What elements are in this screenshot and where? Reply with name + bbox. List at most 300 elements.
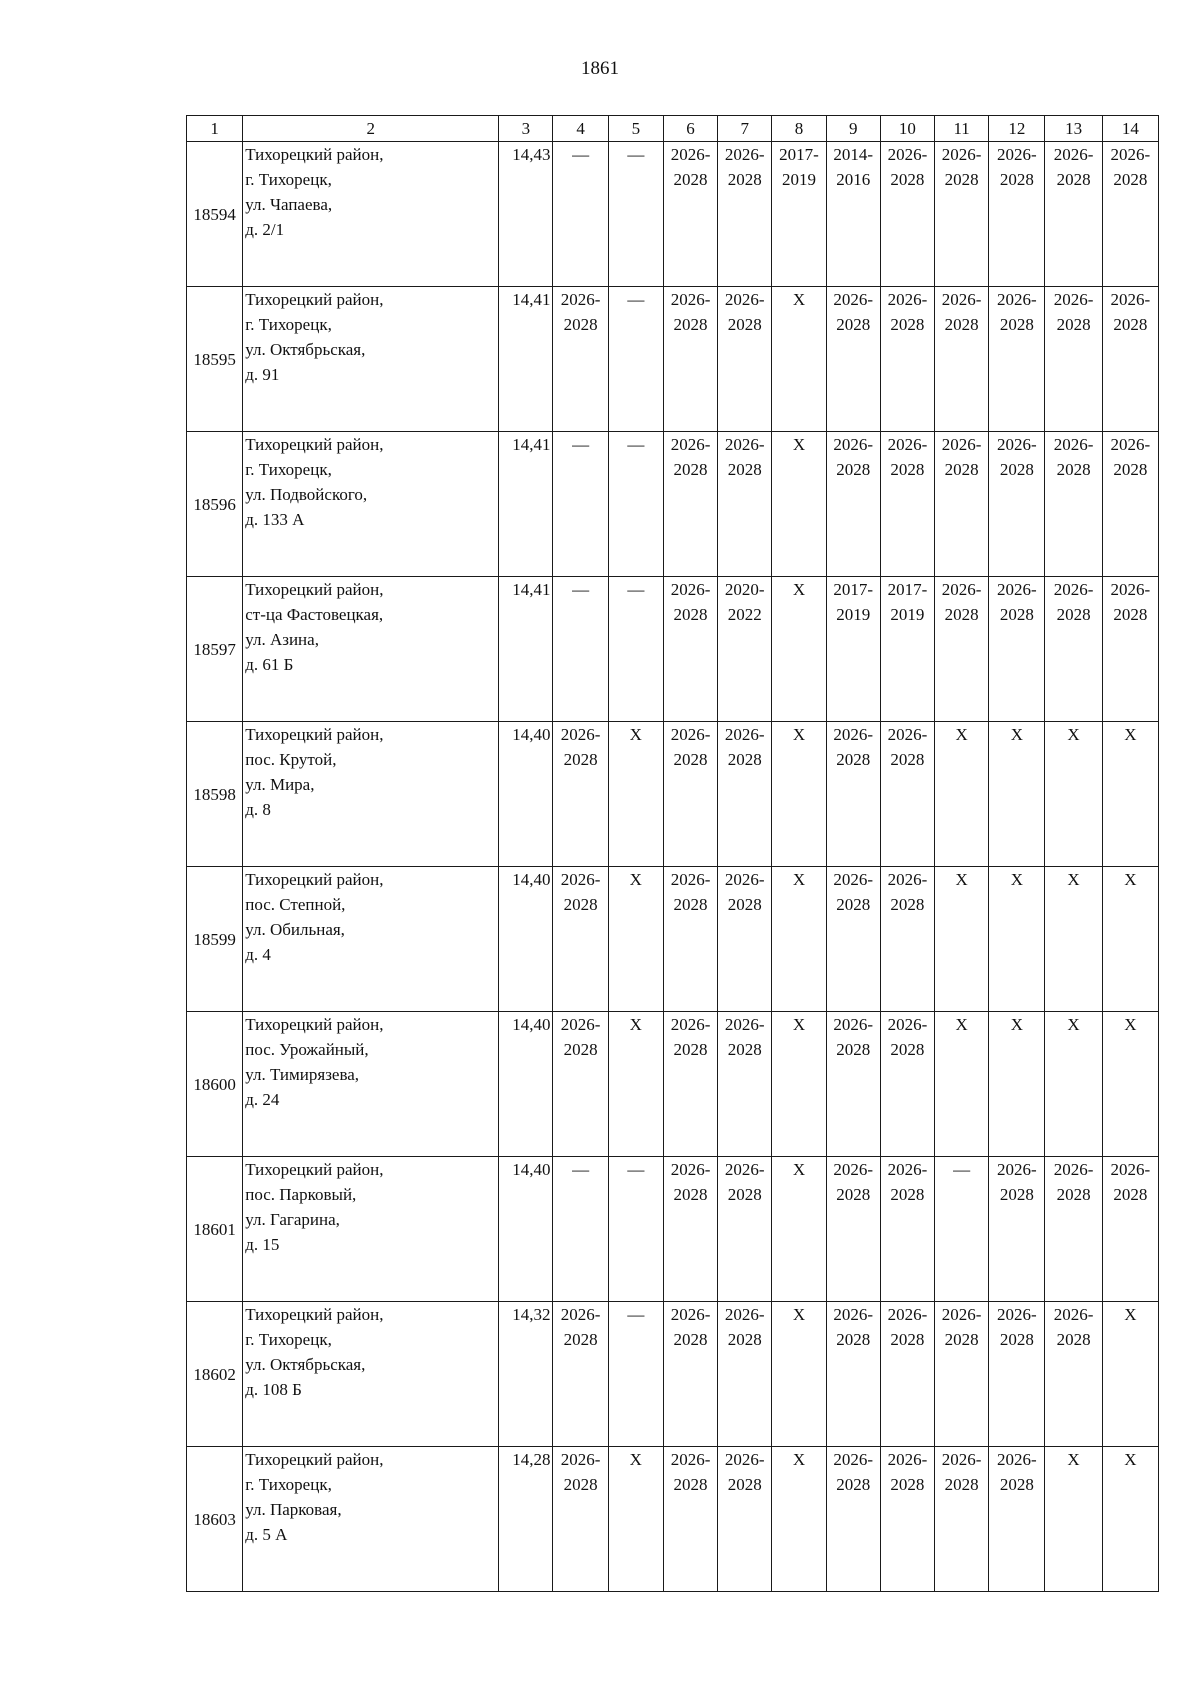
column-header-9: 9: [826, 116, 880, 142]
period-cell-col-5: [608, 287, 663, 432]
cell-text: Х: [792, 1160, 806, 1179]
value-cell: 14,40: [499, 722, 553, 867]
cell-text: 2026-: [833, 290, 874, 309]
cell-text: —: [953, 1160, 971, 1179]
period-cell-col-8: [772, 287, 826, 432]
period-cell-col-7: [718, 432, 772, 577]
cell-text: 2028: [563, 1040, 598, 1059]
cell-text: 2026-: [887, 1015, 928, 1034]
cell-text: —: [627, 1305, 645, 1324]
row-number: 18594: [187, 142, 243, 287]
value-cell: 14,40: [499, 1157, 553, 1302]
cell-text: 2019: [781, 170, 816, 189]
cell-text: 2026-: [887, 1160, 928, 1179]
cell-text: 2026-: [1053, 580, 1094, 599]
period-cell-col-8: [772, 577, 826, 722]
period-cell-col-6: [663, 577, 717, 722]
period-cell-col-13: [1045, 287, 1102, 432]
cell-text: 2017-: [833, 580, 874, 599]
cell-text: 2026-: [997, 290, 1037, 309]
cell-text: Х: [1067, 725, 1080, 744]
value-cell: 14,41: [499, 432, 553, 577]
address-line: г. Тихорецк,: [245, 315, 332, 334]
period-cell-col-5: [608, 1447, 663, 1592]
period-cell-col-9: [826, 287, 880, 432]
address-line: Тихорецкий район,: [245, 1305, 384, 1324]
value-cell: 14,43: [499, 142, 553, 287]
cell-text: 2026-: [887, 435, 928, 454]
cell-text: 2028: [999, 1475, 1034, 1494]
page-number: 1861: [581, 58, 619, 79]
cell-text: 2028: [999, 605, 1034, 624]
address-line: д. 4: [245, 945, 271, 964]
period-cell-col-8: [772, 1012, 826, 1157]
cell-text: Х: [1010, 1015, 1023, 1034]
period-cell-col-14: [1102, 1157, 1158, 1302]
period-cell-col-9: [826, 142, 880, 287]
table-row: [187, 1447, 1159, 1592]
period-cell-col-11: [935, 722, 989, 867]
cell-text: —: [572, 1160, 590, 1179]
period-cell-col-6: [663, 142, 717, 287]
period-cell-col-13: [1045, 432, 1102, 577]
period-cell-col-5: [608, 142, 663, 287]
cell-text: 2026-: [1110, 1160, 1151, 1179]
cell-text: Х: [792, 1450, 806, 1469]
cell-text: 2028: [673, 1040, 708, 1059]
cell-text: 2026-: [670, 725, 711, 744]
schedule-table: [186, 115, 1159, 1592]
address-line: ул. Октябрьская,: [245, 1355, 366, 1374]
period-cell-col-7: [718, 1012, 772, 1157]
period-cell-col-4: [553, 722, 608, 867]
address-line: г. Тихорецк,: [245, 460, 332, 479]
address-line: ул. Тимирязева,: [245, 1065, 360, 1084]
cell-text: 2026-: [670, 1015, 711, 1034]
cell-text: Х: [792, 725, 806, 744]
cell-text: 2026-: [724, 1015, 765, 1034]
period-cell-col-14: [1102, 432, 1158, 577]
cell-text: 2026-: [997, 145, 1037, 164]
period-cell-col-11: [935, 1302, 989, 1447]
table-header: [187, 116, 1159, 142]
period-cell-col-10: [880, 577, 934, 722]
cell-text: 2019: [890, 605, 925, 624]
cell-text: 2028: [727, 1040, 762, 1059]
address-line: д. 108 Б: [245, 1380, 302, 1399]
cell-text: —: [572, 145, 590, 164]
period-cell-col-13: [1045, 1302, 1102, 1447]
period-cell-col-14: [1102, 722, 1158, 867]
period-cell-col-7: [718, 1302, 772, 1447]
address-cell: [243, 1447, 499, 1592]
row-number: 18602: [187, 1302, 243, 1447]
address-line: д. 15: [245, 1235, 280, 1254]
cell-text: Х: [1067, 1450, 1080, 1469]
period-cell-col-6: [663, 1447, 717, 1592]
cell-text: 2028: [1056, 460, 1091, 479]
period-cell-col-8: [772, 142, 826, 287]
cell-text: Х: [629, 1015, 642, 1034]
value-cell: 14,41: [499, 577, 553, 722]
period-cell-col-12: [989, 1012, 1045, 1157]
cell-text: 2028: [673, 895, 708, 914]
cell-text: 2028: [836, 460, 871, 479]
period-cell-col-11: [935, 867, 989, 1012]
value-cell: 14,40: [499, 867, 553, 1012]
column-header-5: 5: [608, 116, 663, 142]
cell-text: Х: [1124, 1305, 1137, 1324]
cell-text: Х: [1124, 1015, 1137, 1034]
cell-text: 2026-: [1110, 290, 1151, 309]
address-line: ул. Обильная,: [245, 920, 345, 939]
cell-text: 2026-: [1110, 435, 1151, 454]
cell-text: 2028: [890, 1185, 925, 1204]
cell-text: 2028: [999, 460, 1034, 479]
cell-text: 2028: [673, 605, 708, 624]
column-header-7: 7: [718, 116, 772, 142]
period-cell-col-13: [1045, 577, 1102, 722]
address-line: д. 2/1: [245, 220, 285, 239]
period-cell-col-6: [663, 287, 717, 432]
period-cell-col-13: [1045, 1157, 1102, 1302]
period-cell-col-11: [935, 287, 989, 432]
cell-text: 2028: [1113, 605, 1148, 624]
period-cell-col-9: [826, 722, 880, 867]
address-cell: [243, 1302, 499, 1447]
period-cell-col-7: [718, 142, 772, 287]
cell-text: 2026-: [997, 1305, 1037, 1324]
period-cell-col-9: [826, 1302, 880, 1447]
cell-text: 2028: [836, 315, 871, 334]
cell-text: 2026-: [724, 1160, 765, 1179]
period-cell-col-6: [663, 1012, 717, 1157]
cell-text: Х: [629, 1450, 642, 1469]
period-cell-col-4: [553, 1447, 608, 1592]
address-cell: [243, 287, 499, 432]
cell-text: 2028: [563, 750, 598, 769]
period-cell-col-12: [989, 432, 1045, 577]
period-cell-col-14: [1102, 1447, 1158, 1592]
column-header-1: 1: [187, 116, 243, 142]
cell-text: 2028: [890, 1475, 925, 1494]
address-line: д. 8: [245, 800, 271, 819]
table-row: [187, 1302, 1159, 1447]
address-line: ул. Мира,: [245, 775, 315, 794]
cell-text: 2026-: [1053, 145, 1094, 164]
period-cell-col-13: [1045, 722, 1102, 867]
table-row: [187, 577, 1159, 722]
cell-text: 2028: [563, 1475, 598, 1494]
period-cell-col-10: [880, 1012, 934, 1157]
row-number: 18598: [187, 722, 243, 867]
cell-text: 2019: [836, 605, 871, 624]
cell-text: 2026-: [560, 1015, 601, 1034]
period-cell-col-6: [663, 1157, 717, 1302]
cell-text: Х: [792, 290, 806, 309]
period-cell-col-7: [718, 867, 772, 1012]
cell-text: 2028: [673, 1330, 708, 1349]
address-line: Тихорецкий район,: [245, 145, 384, 164]
period-cell-col-13: [1045, 1012, 1102, 1157]
row-number: 18603: [187, 1447, 243, 1592]
period-cell-col-10: [880, 142, 934, 287]
period-cell-col-4: [553, 287, 608, 432]
column-header-4: 4: [553, 116, 608, 142]
period-cell-col-9: [826, 1012, 880, 1157]
cell-text: 2026-: [724, 870, 765, 889]
row-number: 18595: [187, 287, 243, 432]
address-line: д. 91: [245, 365, 280, 384]
period-cell-col-9: [826, 577, 880, 722]
row-number: 18597: [187, 577, 243, 722]
cell-text: 2026-: [887, 870, 928, 889]
period-cell-col-5: [608, 577, 663, 722]
address-line: пос. Парковый,: [245, 1185, 357, 1204]
cell-text: 2026-: [997, 435, 1037, 454]
period-cell-col-4: [553, 432, 608, 577]
cell-text: —: [627, 290, 645, 309]
period-cell-col-14: [1102, 142, 1158, 287]
cell-text: 2028: [727, 1185, 762, 1204]
period-cell-col-6: [663, 1302, 717, 1447]
row-number: 18601: [187, 1157, 243, 1302]
cell-text: 2026-: [833, 725, 874, 744]
cell-text: 2028: [944, 1330, 979, 1349]
cell-text: Х: [955, 870, 968, 889]
period-cell-col-4: [553, 867, 608, 1012]
cell-text: —: [627, 435, 645, 454]
cell-text: 2026-: [941, 1305, 982, 1324]
address-line: Тихорецкий район,: [245, 580, 384, 599]
cell-text: 2028: [1056, 1330, 1091, 1349]
cell-text: 2026-: [724, 435, 765, 454]
cell-text: 2028: [673, 1185, 708, 1204]
cell-text: 2026-: [670, 145, 711, 164]
address-cell: [243, 1157, 499, 1302]
cell-text: 2028: [727, 315, 762, 334]
period-cell-col-10: [880, 867, 934, 1012]
period-cell-col-8: [772, 432, 826, 577]
period-cell-col-4: [553, 1302, 608, 1447]
cell-text: 2017-: [779, 145, 819, 164]
period-cell-col-10: [880, 1302, 934, 1447]
cell-text: Х: [1010, 725, 1023, 744]
period-cell-col-6: [663, 722, 717, 867]
cell-text: 2026-: [724, 1450, 765, 1469]
period-cell-col-5: [608, 1157, 663, 1302]
period-cell-col-5: [608, 722, 663, 867]
period-cell-col-4: [553, 142, 608, 287]
period-cell-col-10: [880, 432, 934, 577]
period-cell-col-12: [989, 287, 1045, 432]
address-line: г. Тихорецк,: [245, 170, 332, 189]
cell-text: 2026-: [997, 1450, 1037, 1469]
address-line: ул. Октябрьская,: [245, 340, 366, 359]
period-cell-col-5: [608, 867, 663, 1012]
period-cell-col-12: [989, 142, 1045, 287]
address-line: Тихорецкий район,: [245, 435, 384, 454]
cell-text: 2028: [944, 315, 979, 334]
cell-text: 2026-: [833, 870, 874, 889]
cell-text: 2028: [836, 750, 871, 769]
cell-text: 2028: [1056, 170, 1091, 189]
cell-text: Х: [1067, 1015, 1080, 1034]
cell-text: 2026-: [887, 145, 928, 164]
period-cell-col-5: [608, 1302, 663, 1447]
row-number: 18600: [187, 1012, 243, 1157]
period-cell-col-6: [663, 432, 717, 577]
cell-text: 2026-: [887, 725, 928, 744]
period-cell-col-12: [989, 1302, 1045, 1447]
cell-text: 2026-: [560, 1305, 601, 1324]
cell-text: —: [627, 145, 645, 164]
address-cell: [243, 867, 499, 1012]
period-cell-col-7: [718, 1447, 772, 1592]
cell-text: —: [627, 580, 645, 599]
address-line: ул. Чапаева,: [245, 195, 333, 214]
cell-text: 2028: [727, 895, 762, 914]
address-line: д. 61 Б: [245, 655, 294, 674]
period-cell-col-12: [989, 867, 1045, 1012]
value-cell: 14,28: [499, 1447, 553, 1592]
column-header-6: 6: [663, 116, 717, 142]
address-line: ул. Подвойского,: [245, 485, 368, 504]
cell-text: 2028: [563, 315, 598, 334]
address-line: Тихорецкий район,: [245, 1160, 384, 1179]
address-line: ул. Азина,: [245, 630, 319, 649]
cell-text: 2028: [890, 315, 925, 334]
cell-text: 2028: [563, 1330, 598, 1349]
cell-text: 2026-: [833, 1450, 874, 1469]
cell-text: Х: [1124, 725, 1137, 744]
cell-text: 2026-: [1110, 145, 1151, 164]
cell-text: 2026-: [1053, 290, 1094, 309]
table-row: [187, 432, 1159, 577]
cell-text: 2028: [1113, 460, 1148, 479]
cell-text: 2028: [890, 460, 925, 479]
cell-text: Х: [792, 1015, 806, 1034]
cell-text: 2026-: [560, 1450, 601, 1469]
cell-text: 2026-: [670, 290, 711, 309]
cell-text: 2026-: [887, 1305, 928, 1324]
cell-text: 2026-: [560, 290, 601, 309]
column-header-10: 10: [880, 116, 934, 142]
cell-text: 2028: [836, 1475, 871, 1494]
cell-text: Х: [792, 1305, 806, 1324]
cell-text: 2026-: [724, 145, 765, 164]
column-header-13: 13: [1045, 116, 1102, 142]
period-cell-col-10: [880, 1157, 934, 1302]
cell-text: 2022: [727, 605, 762, 624]
cell-text: 2026-: [1053, 1160, 1094, 1179]
cell-text: 2028: [1113, 315, 1148, 334]
cell-text: 2028: [890, 170, 925, 189]
address-cell: [243, 577, 499, 722]
cell-text: 2026-: [670, 1305, 711, 1324]
column-header-12: 12: [989, 116, 1045, 142]
cell-text: 2026-: [997, 1160, 1037, 1179]
period-cell-col-9: [826, 1447, 880, 1592]
period-cell-col-7: [718, 287, 772, 432]
cell-text: 2026-: [724, 725, 765, 744]
period-cell-col-11: [935, 1012, 989, 1157]
cell-text: 2026-: [724, 290, 765, 309]
cell-text: 2028: [836, 1185, 871, 1204]
cell-text: —: [572, 435, 590, 454]
cell-text: 2028: [673, 170, 708, 189]
cell-text: Х: [1124, 1450, 1137, 1469]
cell-text: 2028: [727, 1330, 762, 1349]
cell-text: 2026-: [833, 435, 874, 454]
cell-text: 2028: [727, 170, 762, 189]
cell-text: 2028: [1113, 170, 1148, 189]
address-line: д. 24: [245, 1090, 280, 1109]
address-cell: [243, 142, 499, 287]
cell-text: 2026-: [887, 1450, 928, 1469]
cell-text: Х: [629, 870, 642, 889]
period-cell-col-7: [718, 1157, 772, 1302]
period-cell-col-14: [1102, 1302, 1158, 1447]
cell-text: 2016: [836, 170, 871, 189]
cell-text: 2028: [673, 315, 708, 334]
cell-text: Х: [1124, 870, 1137, 889]
cell-text: 2026-: [670, 870, 711, 889]
cell-text: 2026-: [887, 290, 928, 309]
address-line: пос. Урожайный,: [245, 1040, 369, 1059]
cell-text: 2028: [836, 895, 871, 914]
cell-text: 2026-: [1053, 435, 1094, 454]
cell-text: 2026-: [670, 435, 711, 454]
period-cell-col-9: [826, 867, 880, 1012]
period-cell-col-10: [880, 1447, 934, 1592]
period-cell-col-10: [880, 722, 934, 867]
address-line: Тихорецкий район,: [245, 290, 384, 309]
value-cell: 14,32: [499, 1302, 553, 1447]
cell-text: 2028: [944, 460, 979, 479]
cell-text: 2028: [999, 1330, 1034, 1349]
cell-text: 2026-: [1110, 580, 1151, 599]
cell-text: 2028: [944, 170, 979, 189]
column-header-3: 3: [499, 116, 553, 142]
column-header-2: 2: [243, 116, 499, 142]
row-number: 18599: [187, 867, 243, 1012]
cell-text: Х: [1067, 870, 1080, 889]
period-cell-col-14: [1102, 1012, 1158, 1157]
address-cell: [243, 722, 499, 867]
cell-text: 2026-: [560, 725, 601, 744]
period-cell-col-8: [772, 722, 826, 867]
cell-text: 2028: [999, 315, 1034, 334]
period-cell-col-9: [826, 432, 880, 577]
period-cell-col-4: [553, 1157, 608, 1302]
cell-text: 2028: [1056, 605, 1091, 624]
row-number: 18596: [187, 432, 243, 577]
cell-text: 2026-: [670, 1160, 711, 1179]
period-cell-col-14: [1102, 577, 1158, 722]
cell-text: Х: [955, 725, 968, 744]
period-cell-col-14: [1102, 867, 1158, 1012]
address-line: Тихорецкий район,: [245, 1015, 384, 1034]
cell-text: 2026-: [997, 580, 1037, 599]
period-cell-col-11: [935, 577, 989, 722]
address-cell: [243, 432, 499, 577]
cell-text: 2026-: [941, 290, 982, 309]
cell-text: 2028: [673, 750, 708, 769]
period-cell-col-13: [1045, 867, 1102, 1012]
cell-text: 2028: [836, 1040, 871, 1059]
cell-text: 2028: [727, 750, 762, 769]
